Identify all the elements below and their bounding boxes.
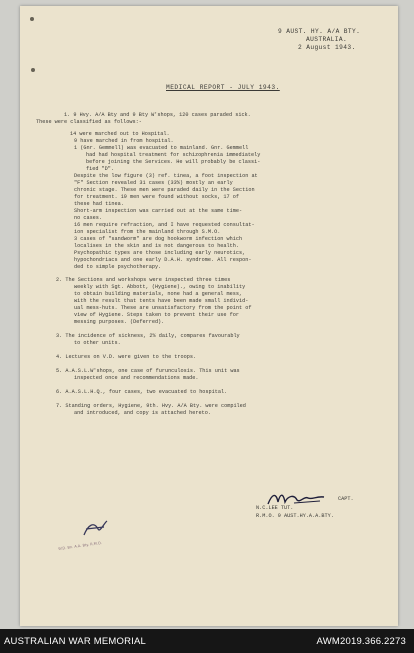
signature-rank: CAPT. (338, 496, 354, 502)
report-line: 7. Standing orders, Hygiene, 9th. Hvy. A/A Bty. were compiled (56, 403, 246, 409)
header-unit: 9 AUST. HY. A/A BTY. (278, 28, 361, 35)
signature-role: R.M.O. 9 AUST.HY.A.A.BTY. (256, 513, 334, 519)
footer-accession-number: AWM2019.366.2273 (316, 636, 406, 647)
report-line: and introduced, and copy is attached hereto. (74, 410, 211, 416)
report-line: to other units. (74, 340, 121, 346)
document-page (20, 6, 398, 626)
report-line: view of Hygiene. Steps taken to prevent their use for (74, 312, 239, 318)
header-place: AUSTRALIA. (306, 36, 348, 43)
report-line: with the result that tents have been made small individ- (74, 298, 249, 304)
report-line: 5. A.A.S.L.W'shops, one case of furunculosis. This unit was (56, 368, 240, 374)
report-line: to obtain building materials, none had a general mess, (74, 291, 243, 297)
report-line: Psychopathic types are those including early neurotics, (74, 250, 246, 256)
signature-name: N.C.LEE TUT. (256, 505, 294, 511)
report-line: These were classified as follows:- (36, 119, 142, 125)
report-line: ual mess-huts. These are unsatisfactory from the point of (74, 305, 252, 311)
report-line: 3. The incidence of sickness, 2% daily, compares favourably (56, 333, 240, 339)
archive-stamp: W.D. Bn. A.A. Bty. R.M.O. (57, 540, 103, 552)
report-line: messing purposes. (Deferred). (74, 319, 165, 325)
report-line: ded to simple psychotherapy. (74, 264, 162, 270)
report-line: 2. The Sections and workshops were inspected three times (56, 277, 231, 283)
footer-institution: AUSTRALIAN WAR MEMORIAL (4, 636, 147, 647)
report-line: 3 cases of "sandworm" are dog hookworm infection which (74, 236, 243, 242)
receipt-mark (80, 517, 110, 541)
report-line: 4. Lectures on V.D. were given to the troops. (56, 354, 197, 360)
report-line: 1 (Gnr. Gemmell) was evacuated to mainland. Gnr. Gemmell (74, 145, 249, 151)
report-line: 6. A.A.S.L.H.Q., four cases, two evacuated to hospital. (56, 389, 228, 395)
report-line: 14 were marched out to Hospital. (70, 131, 170, 137)
report-title: MEDICAL REPORT - JULY 1943. (166, 84, 280, 91)
report-line: "F" Section revealed 31 cases (33%) mostly an early (74, 180, 233, 186)
report-line: before joining the Services. He will probably be classi- (86, 159, 261, 165)
report-line: these had tinea. (74, 201, 124, 207)
punch-hole (31, 68, 35, 72)
header-date: 2 August 1943. (298, 44, 356, 51)
punch-hole (30, 17, 34, 21)
report-line: no cases. (74, 215, 103, 221)
report-line: 1. 9 Hvy. A/A Bty and 9 Bty W'shops, 120 cases paraded sick. (64, 112, 251, 118)
report-line: hypochondriacs and one early D.A.H. syndrome. All respon- (74, 257, 252, 263)
archive-footer-bar (0, 629, 414, 653)
report-line: inspected once and recommendations made. (74, 375, 199, 381)
report-line: Short-arm inspection was carried out at the same time- (74, 208, 243, 214)
report-line: had had hospital treatment for schizophrenia immediately (86, 152, 261, 158)
report-line: Despite the low figure (3) ref. tinea, a foot inspection at (74, 173, 258, 179)
report-line: fied "D". (86, 166, 115, 172)
report-line: ion specialist from the mainland through S.M.O. (74, 229, 221, 235)
report-line: chronic stage. These men were paraded daily in the Section (74, 187, 255, 193)
report-line: 16 men require refraction, and I have requested consultat- (74, 222, 255, 228)
report-line: for treatment. 19 men were found without socks, 17 of (74, 194, 239, 200)
report-line: weekly with Sgt. Abbott, (Hygiene)., owing to inability (74, 284, 246, 290)
report-line: localises in the skin and is not dangerous to health. (74, 243, 239, 249)
report-line: 9 have marched in from hospital. (74, 138, 174, 144)
